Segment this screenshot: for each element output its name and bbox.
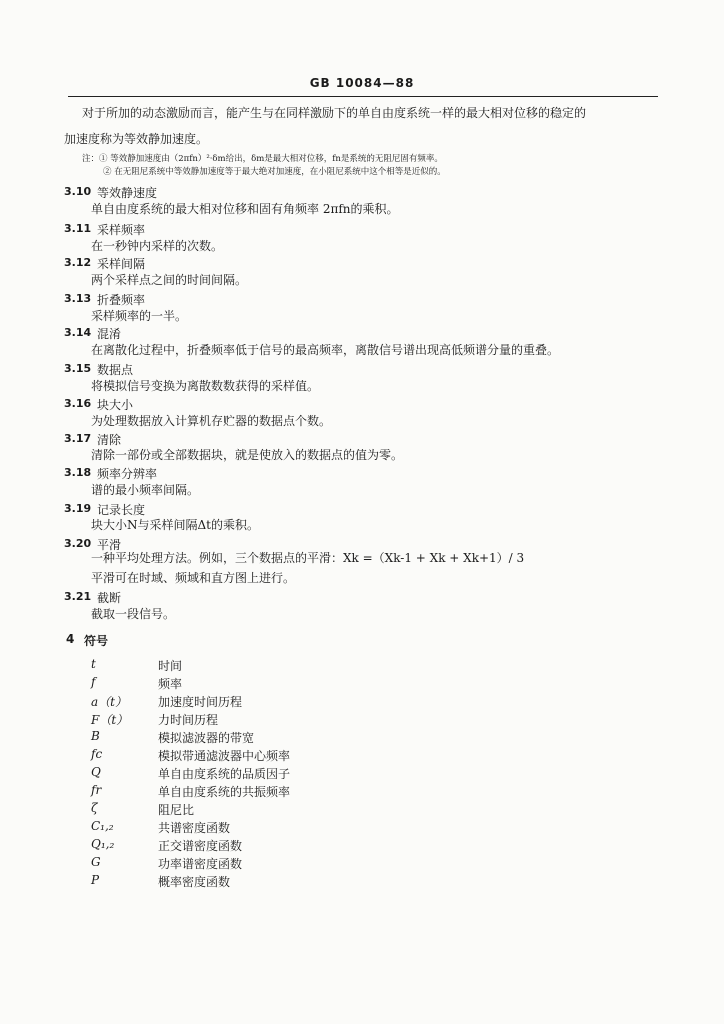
symbol: P: [91, 873, 100, 887]
term-number: 3.14: [64, 326, 92, 339]
symbol-description: 时间: [158, 659, 183, 673]
term-body: 两个采样点之间的时间间隔。: [91, 273, 248, 287]
term-body: 谱的最小频率间隔。: [91, 483, 200, 497]
section-title: 符号: [84, 634, 109, 648]
term-title: 频率分辨率: [97, 467, 158, 481]
symbol-description: 共谱密度函数: [158, 821, 231, 835]
symbol-description: 力时间历程: [158, 713, 219, 727]
term-body: 单自由度系统的最大相对位移和固有角频率 2πfn的乘积。: [91, 202, 399, 216]
intro-line-2: 加速度称为等效静加速度。: [64, 132, 209, 146]
symbol-description: 功率谱密度函数: [158, 857, 243, 871]
symbol: B: [91, 729, 100, 743]
symbol-description: 单自由度系统的共振频率: [158, 785, 291, 799]
term-number: 3.11: [64, 222, 92, 235]
symbol: G: [91, 855, 101, 869]
term-title: 折叠频率: [97, 293, 146, 307]
symbol: F（t）: [91, 713, 129, 727]
symbol: Q: [91, 765, 101, 779]
symbol-description: 阻尼比: [158, 803, 195, 817]
page-header: GB 10084—88: [309, 76, 415, 90]
term-body: 一种平均处理方法。例如，三个数据点的平滑：Xk =（Xk-1 + Xk + Xk+1）/ 3: [91, 551, 525, 565]
term-body-continued: 平滑可在时域、频域和直方图上进行。: [91, 571, 296, 585]
term-body: 在离散化过程中，折叠频率低于信号的最高频率，离散信号谱出现高低频谱分量的重叠。: [91, 343, 560, 357]
header-rule: [68, 96, 658, 97]
symbol: fr: [91, 783, 102, 797]
intro-line-1: 对于所加的动态激励而言，能产生与在同样激励下的单自由度系统一样的最大相对位移的稳定的: [82, 106, 587, 120]
symbol: a（t）: [91, 695, 127, 709]
term-number: 3.12: [64, 256, 92, 269]
symbol: f: [91, 675, 96, 689]
term-number: 3.15: [64, 362, 92, 375]
term-body: 为处理数据放入计算机存贮器的数据点个数。: [91, 414, 332, 428]
term-body: 在一秒钟内采样的次数。: [91, 239, 224, 253]
term-title: 记录长度: [97, 503, 146, 517]
term-title: 等效静速度: [97, 186, 158, 200]
term-title: 清除: [97, 433, 122, 447]
term-title: 块大小: [97, 398, 134, 412]
term-number: 3.16: [64, 397, 92, 410]
symbol-description: 模拟滤波器的带宽: [158, 731, 255, 745]
symbol-description: 模拟带通滤波器中心频率: [158, 749, 291, 763]
term-title: 采样间隔: [97, 257, 146, 271]
term-number: 3.19: [64, 502, 92, 515]
term-number: 3.17: [64, 432, 92, 445]
term-number: 3.21: [64, 590, 92, 603]
symbol: fc: [91, 747, 103, 761]
term-title: 平滑: [97, 538, 122, 552]
term-title: 混淆: [97, 327, 122, 341]
term-title: 截断: [97, 591, 122, 605]
term-body: 清除一部份或全部数据块，就是使放入的数据点的值为零。: [91, 448, 404, 462]
symbol-description: 概率密度函数: [158, 875, 231, 889]
term-number: 3.18: [64, 466, 92, 479]
symbol: C₁,₂: [91, 819, 114, 833]
symbol: Q₁,₂: [91, 837, 115, 851]
term-body: 块大小N与采样间隔Δt的乘积。: [91, 518, 259, 532]
symbol-description: 频率: [158, 677, 183, 691]
term-body: 将模拟信号变换为离散数数获得的采样值。: [91, 379, 320, 393]
term-body: 截取一段信号。: [91, 607, 176, 621]
term-number: 3.10: [64, 185, 92, 198]
symbol-description: 单自由度系统的品质因子: [158, 767, 291, 781]
symbol-description: 加速度时间历程: [158, 695, 243, 709]
term-number: 3.13: [64, 292, 92, 305]
symbol: t: [91, 657, 96, 671]
symbol-description: 正交谱密度函数: [158, 839, 243, 853]
term-body: 采样频率的一半。: [91, 309, 188, 323]
term-number: 3.20: [64, 537, 92, 550]
symbol: ζ: [91, 801, 98, 815]
term-title: 数据点: [97, 363, 134, 377]
note-1: 注：① 等效静加速度由（2πfn）²·δm给出，δm是最大相对位移，fn是系统的无阻尼固有频率。: [82, 154, 443, 164]
term-title: 采样频率: [97, 223, 146, 237]
section-number: 4: [66, 632, 75, 646]
note-2: ② 在无阻尼系统中等效静加速度等于最大绝对加速度，在小阻尼系统中这个相等是近似的。: [103, 167, 446, 177]
